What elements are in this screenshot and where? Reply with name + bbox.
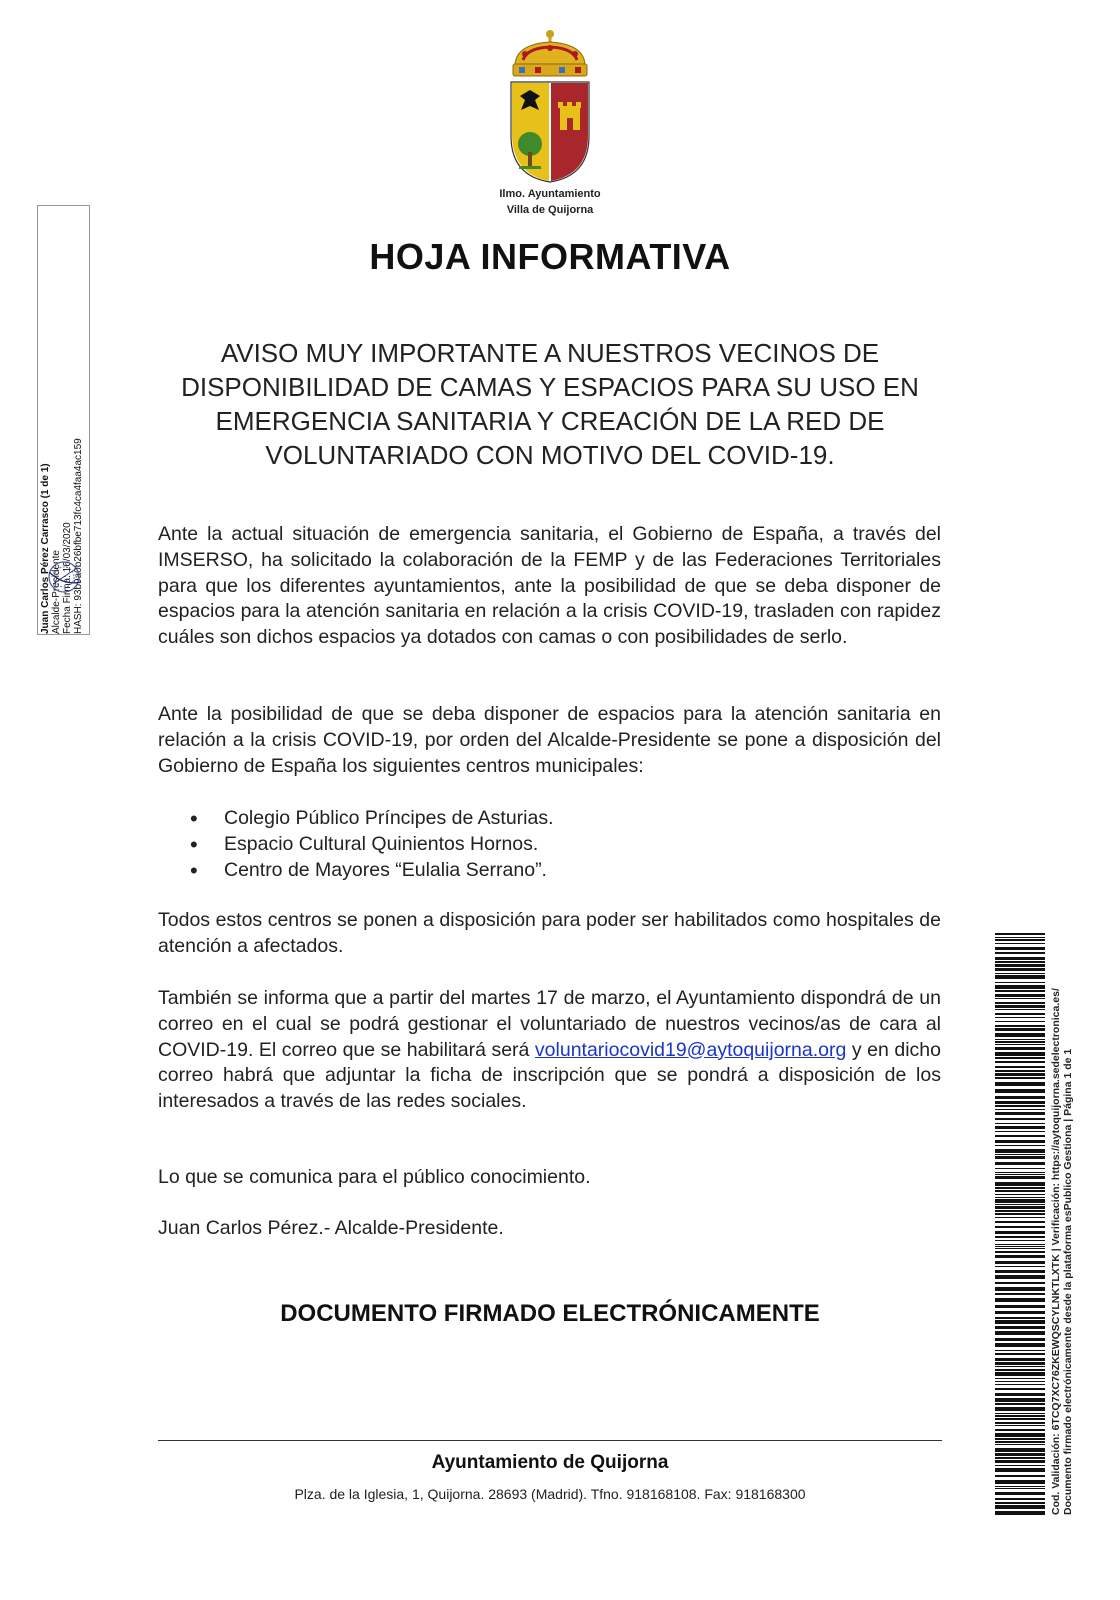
barcode-bar <box>995 1066 1045 1068</box>
barcode-bar <box>995 1465 1045 1466</box>
barcode-bar <box>995 1403 1045 1405</box>
volunteering-text-before: También se informa que a partir del martes 17 de marzo, el Ayuntamiento dispondrá de un correo en el cual se podrá gestionar el voluntariado de nuestros vecinos/as de cara al COVID-19. El correo que se habilitará será <box>158 987 941 1061</box>
barcode-bar <box>995 1096 1045 1099</box>
barcode-bar <box>995 1112 1045 1115</box>
barcode-bar <box>995 1105 1045 1107</box>
barcode-bar <box>995 1109 1045 1110</box>
barcode-bar <box>995 1425 1045 1426</box>
signature-date: Fecha Firma: 16/03/2020 <box>62 522 73 634</box>
barcode-bar <box>995 964 1045 967</box>
barcode-bar <box>995 1052 1045 1056</box>
barcode-bar <box>995 1320 1045 1324</box>
barcode-bar <box>995 1140 1045 1143</box>
footer-divider <box>158 1440 942 1441</box>
barcode-bar <box>995 952 1045 954</box>
barcode-bar <box>995 1415 1045 1417</box>
electronically-signed-note: DOCUMENTO FIRMADO ELECTRÓNICAMENTE <box>280 1300 820 1327</box>
barcode-bar <box>995 1082 1045 1086</box>
paragraph-hospitals: Todos estos centros se ponen a disposición para poder ser habilitados como hospitales de atención a afectados. <box>158 909 941 957</box>
barcode-bar <box>995 1131 1045 1132</box>
barcode-bar <box>995 1372 1045 1376</box>
barcode-bar <box>995 1226 1045 1228</box>
list-item: • Centro de Mayores “Eulalia Serrano”. <box>190 858 790 884</box>
notice-heading: AVISO MUY IMPORTANTE A NUESTROS VECINOS DE DISPONIBILIDAD DE CAMAS Y ESPACIOS PARA SU USO EN EMERGENCIA SANITARIA Y CREACIÓN DE LA RED DE VOLUNTARIADO CON MOTIVO DEL COVID-19. <box>181 338 919 470</box>
barcode-bar <box>995 1505 1045 1509</box>
shield-icon <box>511 82 589 182</box>
barcode-bar <box>995 1255 1045 1258</box>
barcode-bar <box>995 1384 1045 1385</box>
barcode-bar <box>995 1261 1045 1264</box>
paragraph-volunteering <box>158 986 941 1115</box>
barcode-bar <box>995 1217 1045 1218</box>
page-title: HOJA INFORMATIVA <box>369 236 731 277</box>
barcode-bar <box>995 1077 1045 1079</box>
barcode-bar <box>995 1199 1045 1203</box>
barcode-bar <box>995 1305 1045 1308</box>
paragraph-available-centers: Ante la posibilidad de que se deba disponer de espacios para la atención sanitaria en relación a la crisis COVID-19, por orden del Alcalde-Presidente se pone a disposición del Gobierno de España los siguientes centros municipales: <box>158 703 941 777</box>
barcode-bar <box>995 1156 1045 1159</box>
barcode-bar <box>995 1240 1045 1241</box>
barcode-bar <box>995 1343 1045 1347</box>
barcode-bar <box>995 1057 1045 1059</box>
crown-icon <box>513 30 587 76</box>
barcode-bar <box>995 1480 1045 1484</box>
org-name-line1: Ilmo. Ayuntamiento <box>499 188 601 200</box>
barcode-bar <box>995 1033 1045 1037</box>
barcode-bar <box>995 1429 1045 1431</box>
barcode-bar <box>995 1358 1045 1361</box>
barcode-bar <box>995 1176 1045 1179</box>
barcode-bar <box>995 1378 1045 1379</box>
barcode-bar <box>995 1293 1045 1295</box>
barcode-bar <box>995 1149 1045 1153</box>
barcode-bar <box>995 943 1045 944</box>
barcode-bar <box>995 982 1045 983</box>
barcode-bar <box>995 1047 1045 1050</box>
barcode-icon <box>995 933 1045 1515</box>
footer-organization: Ayuntamiento de Quijorna <box>431 1452 669 1473</box>
barcode-bar <box>995 1210 1045 1212</box>
barcode-bar <box>995 1498 1045 1500</box>
barcode-bar <box>995 1418 1045 1420</box>
barcode-bar <box>995 1511 1045 1515</box>
barcode-bar <box>995 947 1045 950</box>
barcode-bar <box>995 1433 1045 1437</box>
barcode-bar <box>995 1021 1045 1022</box>
footer-address: Plza. de la Iglesia, 1, Quijorna. 28693 (Madrid). Tfno. 918168108. Fax: 918168300 <box>294 1486 806 1502</box>
barcode-bar <box>995 1413 1045 1414</box>
validation-platform-line: Documento firmado electrónicamente desde la plataforma esPublico Gestiona | Página 1 de 1 <box>1062 1048 1074 1515</box>
validation-code-line: Cod. Validación: 6TCQ7XC76ZKEWQSCYLNKTLXTK | Verificación: https://aytoquijorna.sedelectronica.es/ <box>1050 988 1062 1515</box>
barcode-bar <box>995 961 1045 963</box>
barcode-bar <box>995 1457 1045 1459</box>
barcode-bar <box>995 1013 1045 1015</box>
barcode-bar <box>995 1070 1045 1072</box>
barcode-bar <box>995 1025 1045 1027</box>
barcode-bar <box>995 1407 1045 1411</box>
barcode-bar <box>995 968 1045 971</box>
barcode-bar <box>995 1398 1045 1402</box>
barcode-bar <box>995 939 1045 941</box>
signature-stamp <box>37 205 90 635</box>
paragraph-communication: Lo que se comunica para el público conocimiento. <box>158 1166 591 1188</box>
barcode-bar <box>995 1221 1045 1223</box>
barcode-bar <box>995 1266 1045 1267</box>
barcode-bar <box>995 1044 1045 1045</box>
barcode-bar <box>995 1475 1045 1477</box>
volunteering-text-after: y en dicho correo habrá que adjuntar la ficha de inscripción que se pondrá a disposición de los interesados a través de las redes sociales. <box>158 1038 941 1113</box>
paragraph-emergency-context: Ante la actual situación de emergencia sanitaria, el Gobierno de España, a través del IMSERSO, ha solicitado la colaboración de la FEMP y de las Federaciones Territoriales para que los diferentes ayuntamientos, ante la posibilidad de que se deba disponer de espacios para la atención sanitaria en relación a la crisis COVID-19, trasladen con rapidez cuáles son dichos espacios ya dotados con camas o con posibilidades de serlo. <box>158 523 941 649</box>
barcode-bar <box>995 1438 1045 1440</box>
barcode-bar <box>995 1204 1045 1205</box>
barcode-bar <box>995 1453 1045 1456</box>
barcode-bar <box>995 1101 1045 1104</box>
barcode-bar <box>995 994 1045 997</box>
barcode-bar <box>995 933 1045 935</box>
barcode-bar <box>995 1486 1045 1487</box>
barcode-bar <box>995 1172 1045 1173</box>
barcode-bar <box>995 1362 1045 1365</box>
barcode-bar <box>995 1017 1045 1018</box>
barcode-bar <box>995 1460 1045 1463</box>
barcode-bar <box>995 1244 1045 1245</box>
barcode-bar <box>995 1502 1045 1504</box>
barcode-bar <box>995 998 1045 999</box>
barcode-bar <box>995 1073 1045 1076</box>
barcode-bar <box>995 1317 1045 1319</box>
barcode-bar <box>995 1282 1045 1284</box>
barcode-bar <box>995 1393 1045 1396</box>
barcode-bar <box>995 985 1045 989</box>
barcode-bar <box>995 1028 1045 1031</box>
validation-text <box>1050 915 1074 1515</box>
barcode-bar <box>995 1488 1045 1489</box>
barcode-bar <box>995 1270 1045 1273</box>
barcode-bar <box>995 1187 1045 1189</box>
barcode-bar <box>995 1248 1045 1249</box>
signature-hash: HASH: 93b9a0b26bfbe713fc4ca4faa4ac159 <box>73 438 84 634</box>
barcode-bar <box>995 1162 1045 1165</box>
barcode-bar <box>995 975 1045 979</box>
barcode-bar <box>995 1061 1045 1063</box>
barcode-bar <box>995 1089 1045 1093</box>
barcode-bar <box>995 990 1045 992</box>
barcode-bar <box>995 1231 1045 1234</box>
barcode-bar <box>995 1174 1045 1175</box>
barcode-bar <box>995 1388 1045 1390</box>
barcode-bar <box>995 1005 1045 1008</box>
barcode-bar <box>995 1350 1045 1351</box>
barcode-bar <box>995 1298 1045 1302</box>
barcode-bar <box>995 1369 1045 1371</box>
barcode-bar <box>995 1331 1045 1335</box>
signer-name: Juan Carlos Pérez Carrasco (1 de 1) <box>40 463 51 634</box>
barcode-bar <box>995 1441 1045 1443</box>
barcode-bar <box>995 1353 1045 1355</box>
barcode-bar <box>995 1287 1045 1291</box>
barcode-bar <box>995 1126 1045 1129</box>
barcode-bar <box>995 1168 1045 1169</box>
barcode-bar <box>995 1275 1045 1279</box>
municipal-coat-of-arms-icon <box>505 26 595 186</box>
barcode-bar <box>995 1135 1045 1137</box>
barcode-bar <box>995 1154 1045 1155</box>
barcode-bar <box>995 1251 1045 1253</box>
volunteer-email-link[interactable]: voluntariocovid19@aytoquijorna.org <box>534 1038 847 1061</box>
barcode-bar <box>995 1039 1045 1040</box>
barcode-bar <box>995 1197 1045 1198</box>
barcode-bar <box>995 957 1045 960</box>
barcode-bar <box>995 1002 1045 1004</box>
barcode-bar <box>995 1236 1045 1238</box>
barcode-bar <box>995 1444 1045 1445</box>
barcode-bar <box>995 1190 1045 1192</box>
barcode-bar <box>995 1246 1045 1247</box>
list-item: • Espacio Cultural Quinientos Hornos. <box>190 832 790 858</box>
barcode-bar <box>995 973 1045 974</box>
list-item: • Colegio Público Príncipes de Asturias. <box>190 806 790 832</box>
barcode-bar <box>995 1206 1045 1209</box>
barcode-bar <box>995 1468 1045 1472</box>
signer-role: Alcalde-Presidente <box>51 550 62 634</box>
barcode-bar <box>995 1381 1045 1382</box>
digital-signature-seal-icon <box>43 556 85 598</box>
barcode-bar <box>995 1009 1045 1010</box>
barcode-bar <box>995 937 1045 938</box>
barcode-bar <box>995 1311 1045 1314</box>
centers-list <box>190 806 790 883</box>
barcode-bar <box>995 1448 1045 1452</box>
barcode-bar <box>995 1182 1045 1186</box>
barcode-bar <box>995 1118 1045 1120</box>
barcode-bar <box>995 1194 1045 1195</box>
barcode-bar <box>995 1492 1045 1495</box>
barcode-bar <box>995 1123 1045 1124</box>
barcode-bar <box>995 1422 1045 1424</box>
signature-line: Juan Carlos Pérez.- Alcalde-Presidente. <box>158 1217 504 1239</box>
barcode-bar <box>995 1041 1045 1043</box>
org-name-line2: Villa de Quijorna <box>506 204 594 216</box>
barcode-bar <box>995 1213 1045 1215</box>
barcode-bar <box>995 1366 1045 1367</box>
barcode-bar <box>995 1338 1045 1341</box>
barcode-bar <box>995 1145 1045 1146</box>
barcode-bar <box>995 1326 1045 1329</box>
